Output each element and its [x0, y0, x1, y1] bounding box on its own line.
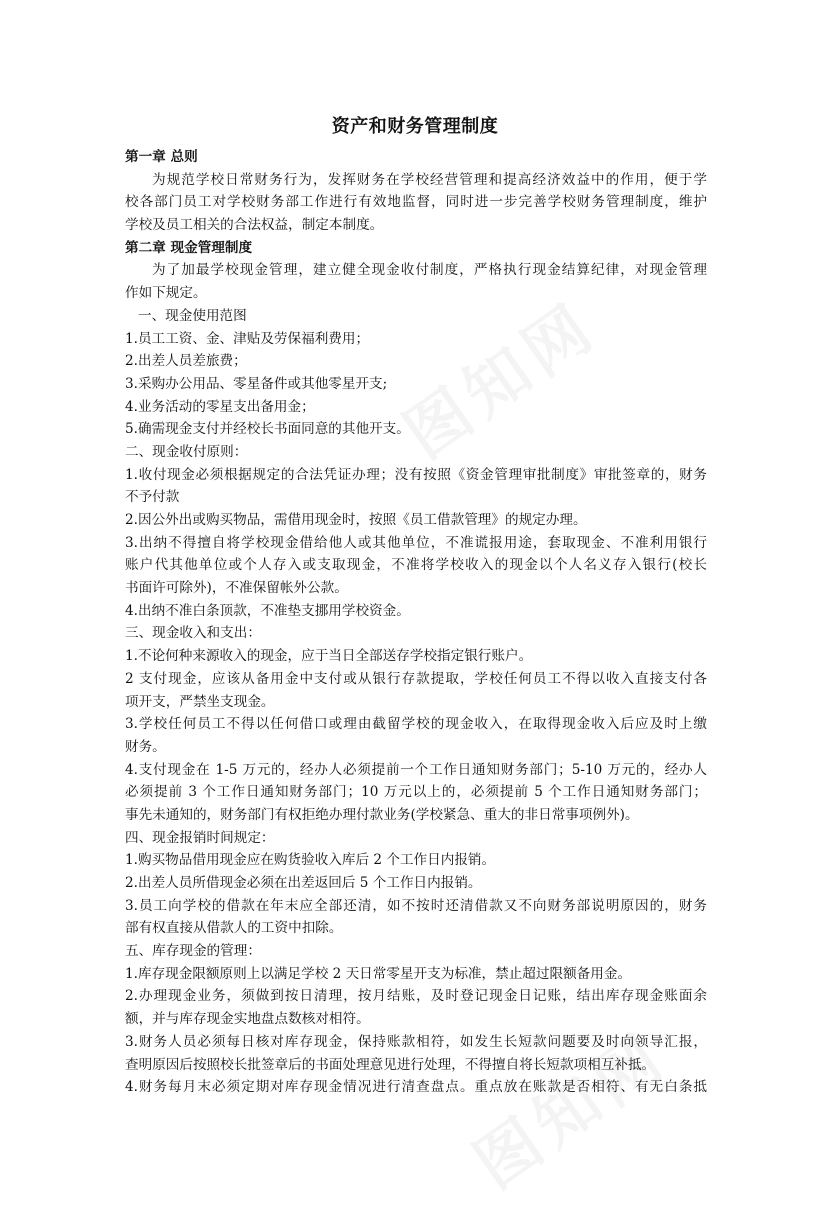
text-line: 额，并与库存现金实地盘点数核对相符。	[125, 1011, 370, 1028]
text-line: 不予付款	[125, 489, 180, 506]
text-line: 3.员工向学校的借款在年末应全部还清，如不按时还清借款又不向财务部说明原因的，财务	[125, 897, 707, 914]
text-line: 部有权直接从借款人的工资中扣除。	[125, 920, 343, 937]
text-line: 4.业务活动的零星支出备用金；	[125, 398, 315, 415]
text-line: 2.出差人员所借现金必须在出差返回后 5 个工作日内报销。	[125, 875, 482, 891]
text-line: 2.出差人员差旅费；	[125, 353, 247, 370]
text-line: 4.支付现金在 1-5 万元的，经办人必须提前一个工作日通知财务部门；5-10 万元的，经办人	[125, 761, 707, 778]
text-line: 财务。	[125, 738, 166, 755]
text-line: 5.确需现金支付并经校长书面同意的其他开支。	[125, 421, 410, 438]
text-line: 查明原因后按照校长批签章后的书面处理意见进行处理，不得擅自将长短款项相互补抵。	[125, 1056, 656, 1073]
text-line: 2.办理现金业务，须做到按日清理，按月结账，及时登记现金日记账，结出库存现金账面余	[125, 988, 707, 1005]
text-line: 1.收付现金必须根据规定的合法凭证办理；没有按照《资金管理审批制度》审批签章的，财务	[125, 466, 707, 483]
text-line: 必须提前 3 个工作日通知财务部门；10 万元以上的，必须提前 5 个工作日通知财务部门；	[125, 784, 707, 801]
text-line: 3.财务人员必须每日核对库存现金，保持账款相符，如发生长短款问题要及时向领导汇报，	[125, 1033, 707, 1050]
text-line: 为了加最学校现金管理，建立健全现金收付制度，严格执行现金结算纪律，对现金管理	[152, 262, 707, 279]
text-line: 1.不论何种来源收入的现金，应于当日全部送存学校指定银行账户。	[125, 648, 533, 665]
text-line: 3.出纳不得擅自将学校现金借给他人或其他单位，不准谎报用途，套取现金、不准利用银行	[125, 534, 707, 551]
text-line: 项开支，严禁坐支现金。	[125, 693, 275, 710]
document-title: 资产和财务管理制度	[331, 116, 499, 137]
text-line: 四、现金报销时间规定：	[125, 829, 275, 846]
text-line: 三、现金收入和支出：	[125, 625, 261, 642]
text-line: 账户代其他单位或个人存入或支取现金，不准将学校收入的现金以个人名义存入银行(校长	[125, 557, 707, 574]
text-line: 一、现金使用范图	[138, 307, 247, 324]
text-line: 五、库存现金的管理：	[125, 943, 261, 960]
text-line: 4.出纳不准白条顶款，不准垫支挪用学校资金。	[125, 602, 410, 619]
text-line: 3.学校任何员工不得以任何借口或理由截留学校的现金收入，在取得现金收入后应及时上缴	[125, 716, 707, 733]
text-line: 1.库存现金限额原则上以满足学校 2 天日常零星开支为标准，禁止超过限额备用金。	[125, 965, 632, 982]
text-line: 为规范学校日常财务行为，发挥财务在学校经营管理和提高经济效益中的作用，便于学	[152, 171, 707, 188]
text-line: 3.采购办公用品、零星备件或其他零星开支;	[125, 375, 388, 392]
text-line: 书面许可除外)，不准保留帐外公款。	[125, 580, 348, 597]
text-line: 2.因公外出或购买物品，需借用现金时，按照《员工借款管理》的规定办理。	[125, 512, 587, 528]
text-line: 事先未通知的，财务部门有权拒绝办理付款业务(学校紧急、重大的非日常事项例外)。	[125, 806, 639, 823]
text-line: 作如下规定。	[125, 285, 207, 302]
text-line: 校各部门员工对学校财务部工作进行有效地监督，同时进一步完善学校财务管理制度，维护	[125, 194, 707, 211]
chapter-heading: 第一章 总则	[125, 149, 198, 165]
text-line: 学校及员工相关的合法权益，制定本制度。	[125, 217, 384, 234]
text-line: 2 支付现金，应该从备用金中支付或从银行存款提取，学校任何员工不得以收入直接支付各	[125, 670, 707, 687]
document-body	[125, 146, 707, 1099]
text-line: 1.购买物品借用现金应在购货验收入库后 2 个工作日内报销。	[125, 852, 496, 869]
chapter-heading: 第二章 现金管理制度	[125, 239, 253, 256]
text-line: 1.员工工资、金、津贴及劳保福利费用；	[125, 330, 370, 347]
text-line: 二、现金收付原则：	[125, 443, 248, 460]
text-line: 4.财务每月末必须定期对库存现金情况进行清查盘点。重点放在账款是否相符、有无白条抵	[125, 1079, 707, 1096]
